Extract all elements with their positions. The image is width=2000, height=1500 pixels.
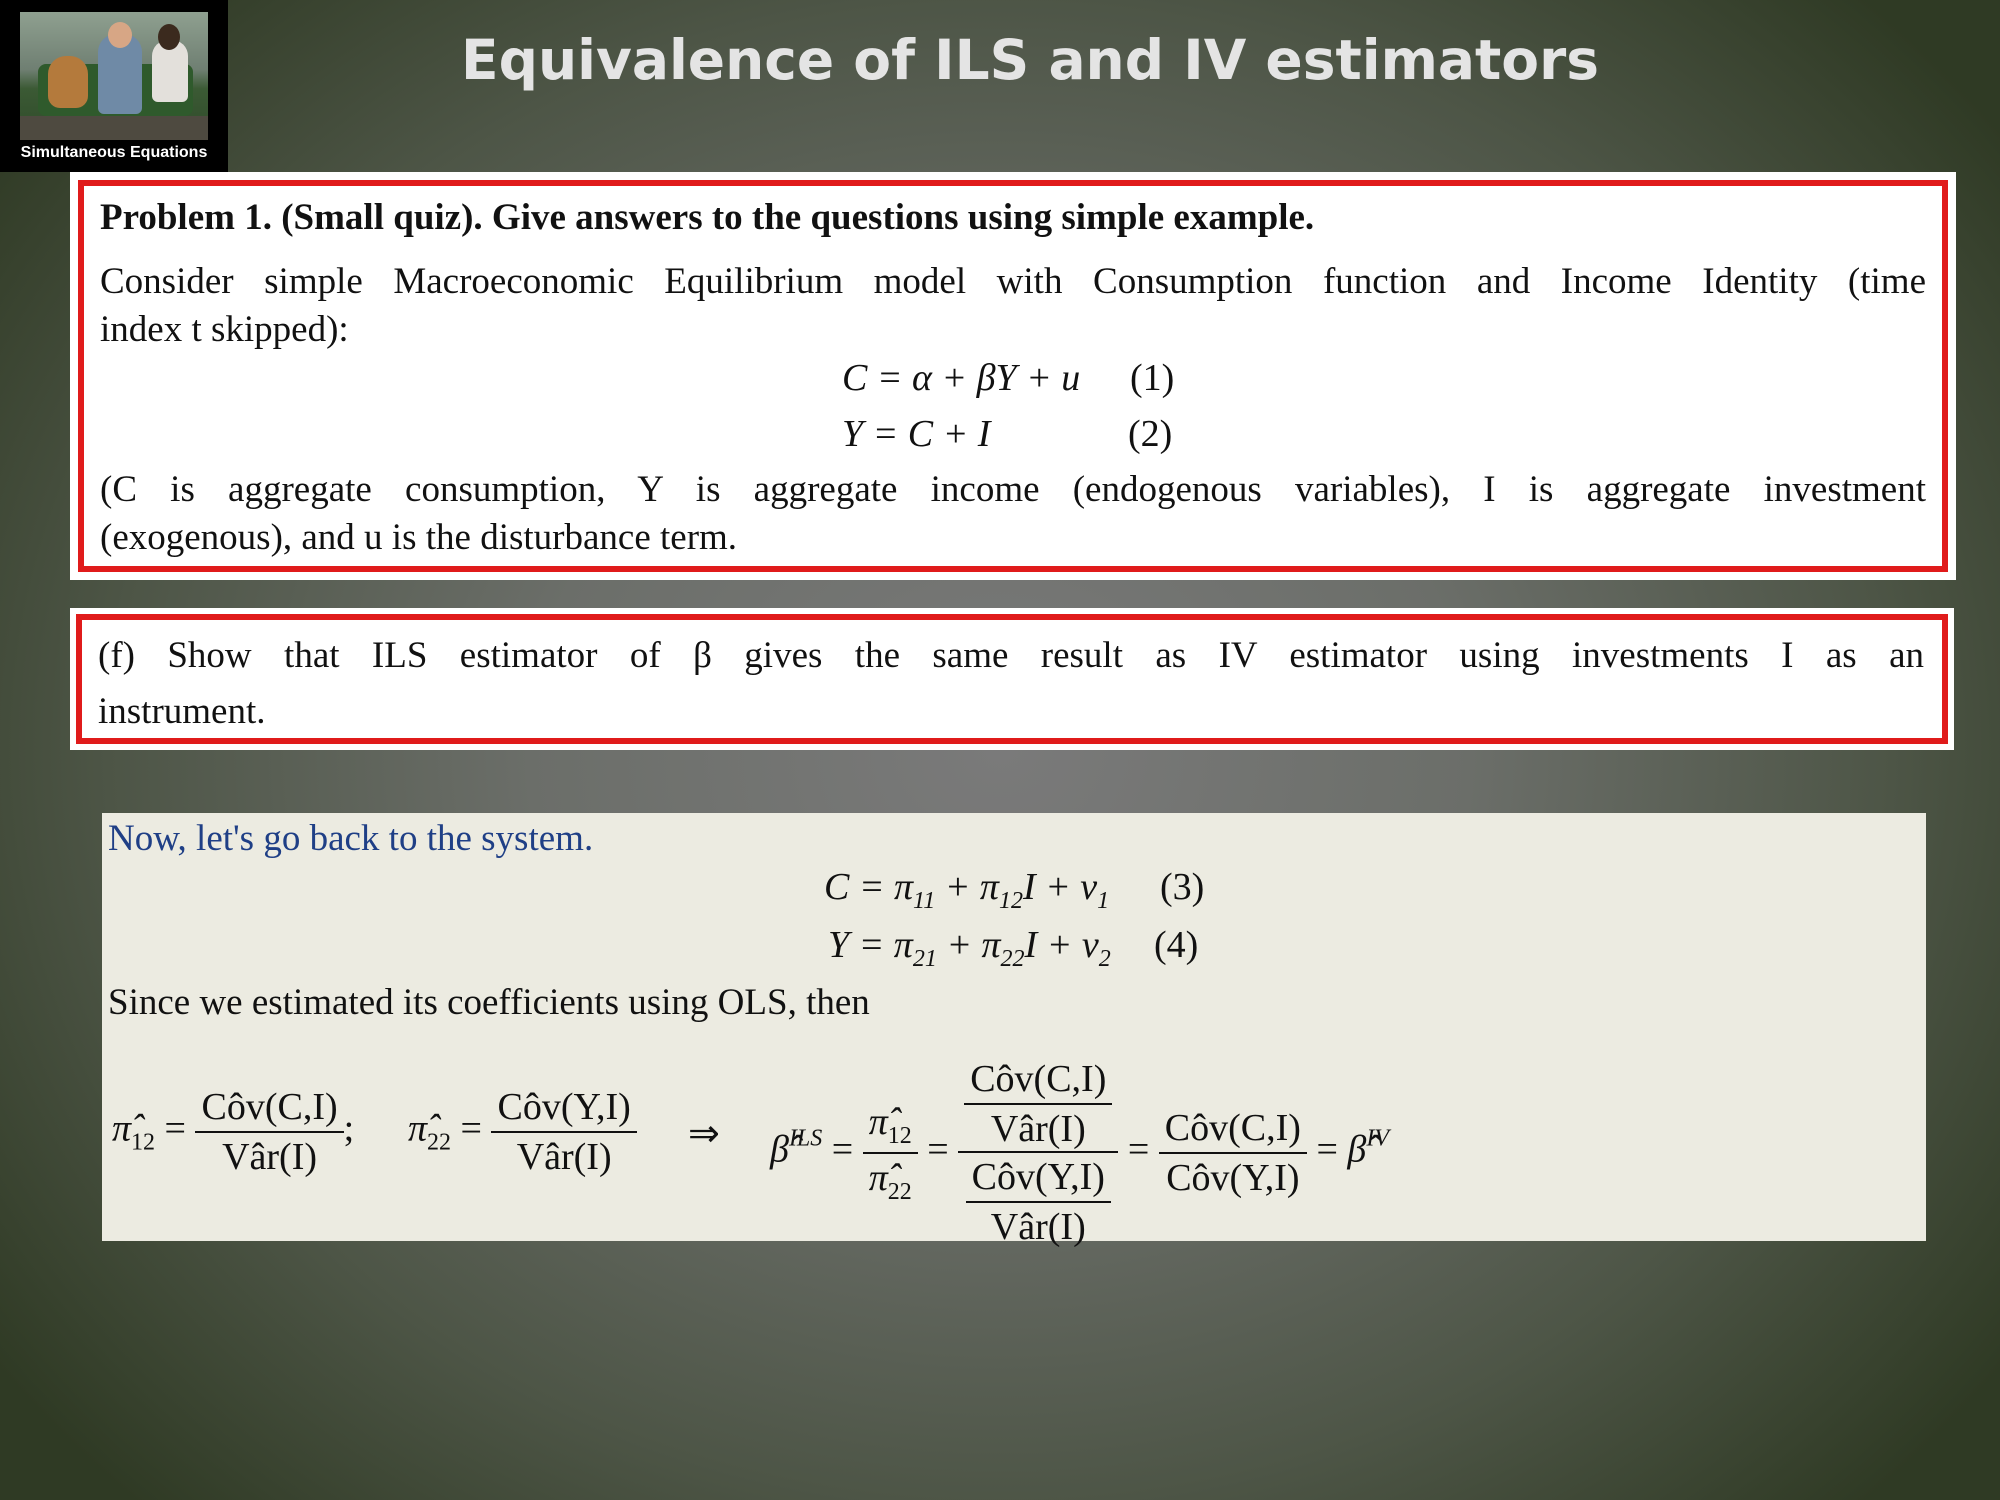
denominator-var-i: Vâr(I) [516, 1136, 612, 1178]
compound-top-cov-ci: Côv(C,I) [964, 1057, 1112, 1105]
equation-3: $C = \pi_{11} + \pi_{12}I + v_1$ [824, 866, 1110, 914]
problem-heading: Problem 1. (Small quiz). Give answers to the questions using simple example. [100, 197, 1315, 238]
numerator-cov-ci: Côv(C,I) [195, 1085, 343, 1133]
problem-intro-line2: index t skipped): [100, 309, 349, 350]
compound-bottom-var-i: Vâr(I) [990, 1206, 1086, 1248]
problem-panel [70, 172, 1956, 580]
equation-4: $Y = \pi_{21} + \pi_{22}I + v_2$ [828, 924, 1111, 972]
numerator-cov-yi: Côv(Y,I) [491, 1085, 636, 1133]
part-f-line2: instrument. [98, 691, 266, 732]
logo [0, 0, 228, 172]
problem-intro-line1: Consider simple Macroeconomic Equilibrium model with Consumption function and Income Identity (time [100, 261, 1926, 302]
equation-2: Y = C + I [842, 413, 991, 455]
solution-since: Since we estimated its coefficients using OLS, then [108, 982, 870, 1023]
part-f-panel [70, 608, 1954, 750]
pi22-hat-formula: $\pî_{22}$ = $\frac{\text{Côv(Y,I)}}{\text{Vâr(I)}}$ [408, 1085, 637, 1179]
equation-4-number: (4) [1154, 924, 1199, 966]
equation-1-number: (1) [1130, 357, 1175, 399]
logo-image [20, 12, 208, 140]
logo-caption: Simultaneous Equations [20, 144, 208, 161]
compound-top-var-i: Vâr(I) [990, 1108, 1086, 1150]
fraction-cov-ci-over-cov-yi [1159, 1106, 1307, 1200]
solution-box [102, 813, 1926, 1248]
pi12-hat-formula: $\pî_{12}$ = $\frac{\text{Côv(C,I)}}{\text{Vâr(I)}}$ ; [112, 1086, 355, 1178]
equation-2-number: (2) [1128, 413, 1173, 455]
denominator-var-i: Vâr(I) [222, 1136, 318, 1178]
final-numerator-cov-ci: Côv(C,I) [1159, 1106, 1307, 1154]
equation-3-number: (3) [1160, 866, 1205, 908]
beta-ils-formula: β̂$^{ILS}$ = $\frac{\pî_{12}}{\pî_{22}}$ = $\frac{\frac{\text{Côv(C,I)}}{\text{Vâr(I)}}}{\frac{\text{Côv(Y,I)}}{\text{Vâr(I)}}}$ = $\frac{\text{Côv(C,I)}}{\text{Côv(Y,I)}}$ = β̂$^{IV}$ [770, 1058, 1389, 1248]
compound-fraction [958, 1057, 1118, 1249]
fraction-cov-yi-over-var-i [491, 1085, 636, 1179]
part-f-line1: (f) Show that ILS estimator of β gives the same result as IV estimator using investments I as an [98, 635, 1924, 676]
compound-bottom-cov-yi: Côv(Y,I) [966, 1155, 1111, 1203]
problem-desc-line2: (exogenous), and u is the disturbance term. [100, 517, 738, 558]
final-denominator-cov-yi: Côv(Y,I) [1166, 1157, 1300, 1199]
fraction-cov-ci-over-var-i [195, 1085, 343, 1179]
fraction-pi12-over-pi22: $\frac{\pî_{12}}{\pî_{22}}$ [863, 1100, 918, 1206]
solution-intro: Now, let's go back to the system. [108, 818, 594, 859]
implies-arrow: ⇒ [688, 1113, 720, 1155]
slide-title: Equivalence of ILS and IV estimators [461, 28, 1599, 92]
equation-1: C = α + βY + u [842, 357, 1081, 399]
problem-desc-line1: (C is aggregate consumption, Y is aggregate income (endogenous variables), I is aggregate investment [100, 469, 1926, 510]
